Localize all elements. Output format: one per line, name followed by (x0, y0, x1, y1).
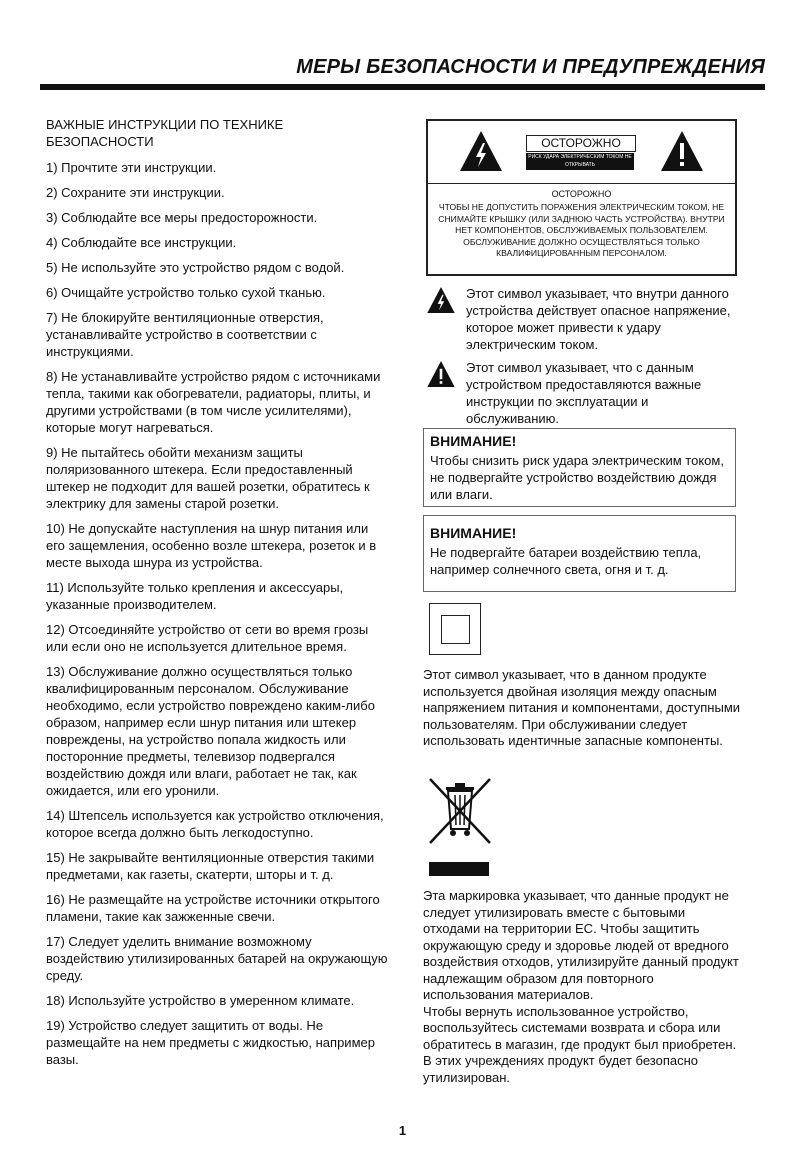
instruction-item: 2) Сохраните эти инструкции. (46, 185, 225, 200)
lightning-symbol-text: Этот символ указывает, что внутри данного устройства действует опасное напряжение, которое может привести к удару электрическим током. (466, 286, 731, 352)
instruction-item: 19) Устройство следует защитить от воды. Не размещайте на нем предметы с жидкостью, например вазы. (46, 1018, 375, 1067)
warning-notice-battery (423, 515, 736, 592)
lightning-warning-icon (458, 129, 504, 173)
crossed-bin-icon (422, 773, 498, 849)
lightning-symbol-note (426, 285, 741, 353)
instructions-heading: ВАЖНЫЕ ИНСТРУКЦИИ ПО ТЕХНИКЕ БЕЗОПАСНОСТИ (46, 117, 284, 149)
instruction-item: 1) Прочтите эти инструкции. (46, 160, 217, 175)
notice-title: ВНИМАНИЕ! (430, 433, 517, 449)
instruction-item: 10) Не допускайте наступления на шнур питания или его защемления, особенно возле штекера, розеток и в месте выхода шнура из устройства. (46, 521, 377, 570)
instruction-item: 14) Штепсель используется как устройство отключения, которое всегда должно быть легкодоступно. (46, 808, 384, 840)
page-number: 1 (398, 1123, 407, 1138)
instruction-item: 9) Не пытайтесь обойти механизм защиты поляризованного штекера. Если предоставленный штекер не подходит для вашей розетки, обратитесь к электрику для замены старой розетки. (46, 445, 370, 511)
instruction-item: 4) Соблюдайте все инструкции. (46, 235, 237, 250)
weee-text-2: Чтобы вернуть использованное устройство, воспользуйтесь системами возврата и сбора или обратитесь в магазин, где продукт был приобретен. В этих учреждениях продукт будет безопасно утилизирован. (423, 1003, 737, 1085)
notice-text: Не подвергайте батареи воздействию тепла, например солнечного света, огня и т. д. (430, 545, 702, 577)
caution-label: ОСТОРОЖНО (526, 135, 636, 152)
instruction-item: 6) Очищайте устройство только сухой тканью. (46, 285, 326, 300)
caution-caption: ОСТОРОЖНО (551, 189, 612, 199)
warning-notice-moisture (423, 428, 736, 507)
weee-text (423, 888, 743, 1086)
instruction-item: 12) Отсоединяйте устройство от сети во время грозы или если оно не используется длительное время. (46, 622, 369, 654)
caution-box (426, 119, 737, 276)
weee-text-1: Эта маркировка указывает, что данные продукт не следует утилизировать вместе с бытовыми отходами на территории ЕС. Чтобы защитить окружающую среду и здоровье людей от вредного воздействия отходов, утилизируйте данный продукт надлежащим образом для повторного использования материалов. (423, 888, 739, 1002)
caution-body: ЧТОБЫ НЕ ДОПУСТИТЬ ПОРАЖЕНИЯ ЭЛЕКТРИЧЕСКИМ ТОКОМ, НЕ СНИМАЙТЕ КРЫШКУ (ИЛИ ЗАДНЮЮ ЧАСТЬ УСТРОЙСТВА). ВНУТРИ НЕТ КОМПОНЕНТОВ, ОБСЛУЖИВАЕМЫХ ПОЛЬЗОВАТЕЛЕМ. ОБСЛУЖИВАНИЕ ДОЛЖНО ОСУЩЕСТВЛЯТЬСЯ ТОЛЬКО КВАЛИФИЦИРОВАННЫМ ПЕРСОНАЛОМ. (438, 202, 725, 258)
instruction-item: 5) Не используйте это устройство рядом с водой. (46, 260, 345, 275)
instruction-item: 7) Не блокируйте вентиляционные отверстия, устанавливайте устройство в соответствии с инструкциями. (46, 310, 324, 359)
instruction-item: 18) Используйте устройство в умеренном климате. (46, 993, 355, 1008)
instruction-item: 16) Не размещайте на устройстве источники открытого пламени, такие как зажженные свечи. (46, 892, 380, 924)
exclamation-symbol-note (426, 359, 741, 427)
exclamation-icon (426, 359, 456, 389)
double-insulation-text: Этот символ указывает, что в данном продукте используется двойная изоляция между опасным напряжением питания и компонентами, доступными пользователям. При обслуживании следует использовать идентичные запасные компоненты. (423, 667, 741, 748)
instruction-item: 15) Не закрывайте вентиляционные отверстия такими предметами, как газеты, скатерти, шторы и т. д. (46, 850, 375, 882)
notice-title: ВНИМАНИЕ! (430, 525, 517, 541)
safety-instructions (46, 116, 388, 1076)
exclamation-warning-icon (659, 129, 705, 173)
instruction-item: 3) Соблюдайте все меры предосторожности. (46, 210, 318, 225)
lightning-icon (426, 285, 456, 315)
exclamation-symbol-text: Этот символ указывает, что с данным устройством предоставляются важные инструкции по эксплуатации и обслуживанию. (466, 360, 702, 426)
instruction-item: 11) Используйте только крепления и аксессуары, указанные производителем. (46, 580, 344, 612)
instruction-item: 8) Не устанавливайте устройство рядом с источниками тепла, такими как обогреватели, радиаторы, плиты, и другими устройствами (в том числе усилителями), которые могут нагреваться. (46, 369, 381, 435)
instruction-item: 17) Следует уделить внимание возможному воздействию утилизированных батарей на окружающую среду. (46, 934, 388, 983)
title-rule (40, 84, 765, 90)
caution-sublabel: РИСК УДАРА ЭЛЕКТРИЧЕСКИМ ТОКОМ НЕ ОТКРЫВАТЬ (526, 153, 634, 170)
notice-text: Чтобы снизить риск удара электрическим током, не подвергайте устройство воздействию дождя или влаги. (430, 453, 724, 502)
page-title: МЕРЫ БЕЗОПАСНОСТИ И ПРЕДУПРЕЖДЕНИЯ (296, 56, 765, 78)
weee-bar (429, 862, 489, 876)
instruction-item: 13) Обслуживание должно осуществляться только квалифицированным персоналом. Обслуживание необходимо, если устройство повреждено каким-либо образом, например если шнур питания или штекер повреждены, на устройство попала жидкость или посторонние предметы, телевизор подвергался воздействию дождя или влаги, работает не так, как ожидается, или его уронили. (46, 664, 375, 798)
double-insulation-icon (429, 603, 481, 655)
